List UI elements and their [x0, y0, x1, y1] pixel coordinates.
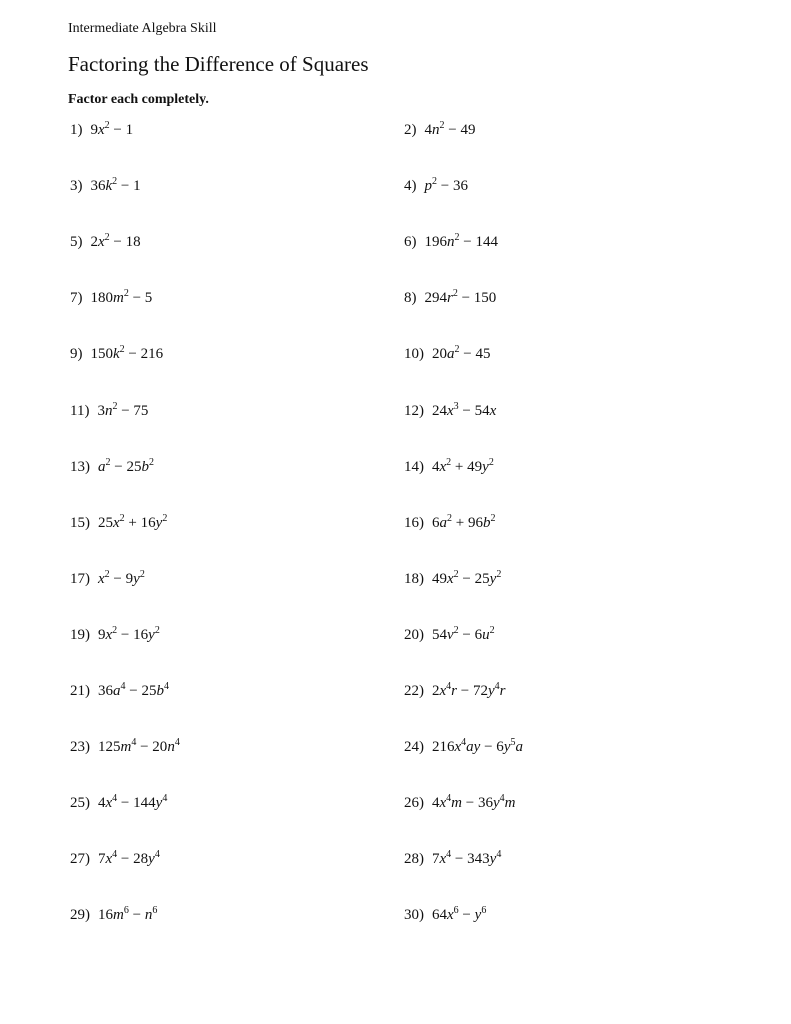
instructions: Factor each completely.	[68, 92, 209, 107]
problem-number: 10)	[404, 346, 424, 363]
problem-expression: $x^2 - 9y^2$	[98, 568, 145, 587]
problem-number: 25)	[70, 795, 90, 812]
problem-number: 6)	[404, 234, 417, 251]
problem-number: 30)	[404, 907, 424, 924]
problem-expression: $150k^2 - 216$	[90, 344, 164, 363]
problem-number: 26)	[404, 795, 424, 812]
problem-item	[70, 344, 163, 364]
problem-number: 13)	[70, 458, 90, 475]
problem-number: 9)	[70, 346, 83, 363]
problem-item	[404, 457, 494, 477]
problem-item	[70, 625, 160, 645]
course-subtitle: Intermediate Algebra Skill	[68, 21, 217, 36]
problem-expression: $2x^4r - 72y^4r$	[432, 681, 506, 699]
problem-number: 15)	[70, 514, 90, 531]
problem-item	[70, 905, 157, 925]
problem-expression: $a^2 - 25b^2$	[98, 456, 154, 475]
problem-item	[404, 849, 501, 869]
problem-item	[404, 176, 468, 196]
problem-expression: $4x^4m - 36y^4m$	[432, 793, 516, 812]
problem-expression: $36a^4 - 25b^4$	[98, 681, 169, 699]
problem-item	[70, 120, 133, 140]
problem-expression: $7x^4 - 343y^4$	[432, 849, 502, 868]
problem-number: 24)	[404, 739, 424, 756]
problem-number: 7)	[70, 290, 83, 307]
problem-item	[70, 569, 145, 589]
problem-item	[404, 513, 495, 533]
problem-number: 1)	[70, 122, 83, 138]
problem-expression: $3n^2 - 75$	[97, 400, 149, 419]
problem-item	[404, 625, 495, 645]
problem-number: 19)	[70, 626, 90, 643]
problem-expression: $180m^2 - 5$	[90, 288, 153, 307]
problem-number: 4)	[404, 178, 417, 195]
problem-expression: $36k^2 - 1$	[90, 176, 141, 195]
problem-number: 27)	[70, 851, 90, 868]
problem-item	[70, 457, 154, 477]
problem-number: 28)	[404, 851, 424, 868]
problem-expression: $216x^4ay - 6y^5a$	[432, 737, 523, 756]
problem-item	[404, 905, 486, 925]
problem-item	[404, 120, 475, 140]
problem-item	[70, 232, 141, 252]
problem-expression: $64x^6 - y^6$	[432, 905, 487, 924]
problem-expression: $54v^2 - 6u^2$	[432, 624, 495, 643]
problem-number: 5)	[70, 234, 83, 251]
problem-number: 3)	[70, 178, 83, 195]
problem-number: 2)	[404, 122, 417, 138]
problem-item	[404, 288, 496, 308]
problem-item	[404, 793, 516, 813]
problem-number: 21)	[70, 683, 90, 699]
problem-item	[404, 737, 523, 757]
problem-number: 20)	[404, 626, 424, 643]
problem-number: 16)	[404, 514, 424, 531]
problem-item	[404, 401, 496, 421]
worksheet-title: Factoring the Difference of Squares	[68, 52, 369, 76]
problem-item	[404, 681, 506, 701]
problem-expression: $p^2 - 36$	[424, 176, 468, 195]
problem-number: 8)	[404, 290, 417, 307]
problem-expression: $2x^2 - 18$	[90, 232, 141, 251]
problem-item	[404, 232, 498, 252]
problem-expression: $9x^2 - 16y^2$	[98, 624, 160, 643]
problem-item	[404, 344, 490, 364]
problem-item	[70, 513, 167, 533]
problem-item	[70, 681, 169, 701]
problem-expression: $16m^6 - n^6$	[98, 905, 158, 924]
problem-number: 23)	[70, 739, 90, 756]
problem-number: 11)	[70, 402, 90, 419]
problem-expression: $196n^2 - 144$	[424, 232, 498, 251]
problem-expression: $294r^2 - 150$	[424, 288, 497, 307]
problem-number: 12)	[404, 402, 424, 419]
problem-item	[70, 737, 180, 757]
problem-expression: $24x^3 - 54x$	[432, 400, 497, 419]
problem-number: 17)	[70, 570, 90, 587]
problem-number: 14)	[404, 458, 424, 475]
problem-expression: $25x^2 + 16y^2$	[98, 512, 168, 531]
problem-item	[70, 849, 160, 869]
problem-expression: $20a^2 - 45$	[432, 344, 491, 363]
problem-number: 18)	[404, 570, 424, 587]
problem-number: 22)	[404, 683, 424, 699]
problem-expression: $7x^4 - 28y^4$	[98, 849, 160, 868]
problem-expression: $4n^2 - 49$	[424, 120, 476, 138]
problem-item	[70, 793, 167, 813]
problem-expression: $4x^4 - 144y^4$	[98, 793, 168, 812]
problem-item	[70, 288, 152, 308]
problem-expression: $9x^2 - 1$	[90, 120, 134, 138]
problem-item	[70, 401, 148, 421]
problem-number: 29)	[70, 907, 90, 924]
problem-expression: $6a^2 + 96b^2$	[432, 512, 496, 531]
problem-item	[404, 569, 501, 589]
problem-expression: $125m^4 - 20n^4$	[98, 737, 180, 756]
problem-expression: $4x^2 + 49y^2$	[432, 456, 494, 475]
problem-expression: $49x^2 - 25y^2$	[432, 568, 502, 587]
problem-item	[70, 176, 141, 196]
